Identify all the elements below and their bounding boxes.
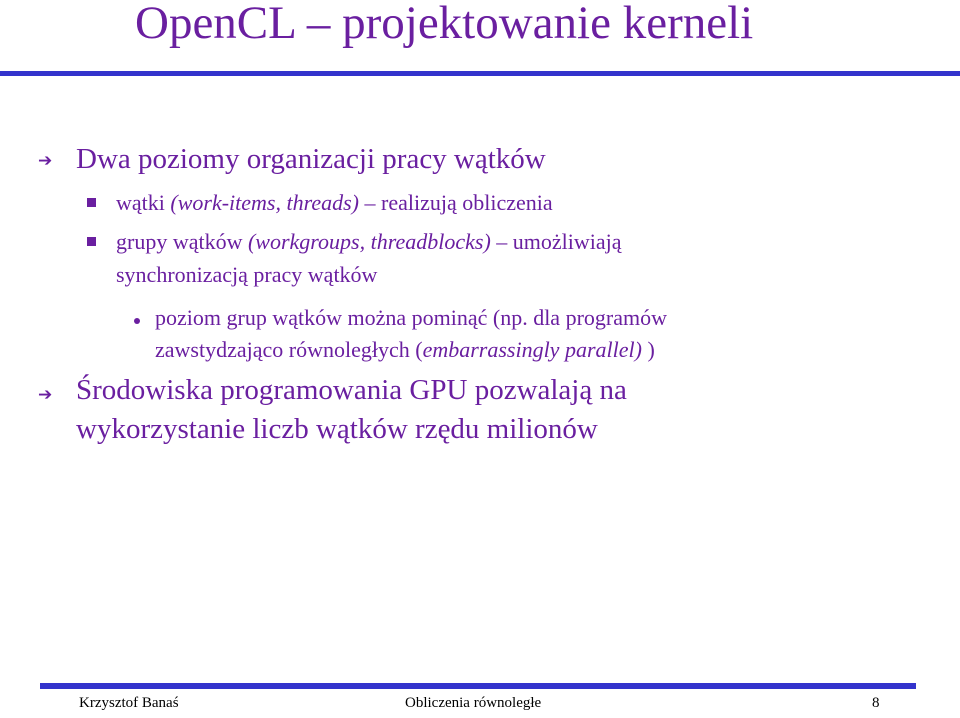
bullet-2-italic: (work-items, threads) bbox=[170, 190, 359, 215]
footer-course: Obliczenia równoległe bbox=[405, 695, 542, 711]
bullet-5: Środowiska programowania GPU pozwalają na bbox=[76, 374, 627, 406]
bullet-4-line2 bbox=[155, 337, 655, 363]
square-bullet-icon bbox=[87, 237, 96, 246]
bullet-2-text-b: – realizują obliczenia bbox=[359, 190, 553, 215]
footer-divider bbox=[40, 683, 916, 689]
bullet-2 bbox=[116, 190, 553, 216]
arrow-bullet-icon: ➔ bbox=[38, 151, 53, 171]
bullet-3-line2: synchronizacją pracy wątków bbox=[116, 262, 378, 287]
bullet-1 bbox=[76, 143, 546, 176]
arrow-bullet-icon: ➔ bbox=[38, 385, 53, 405]
bullet-4-line2-b: ) bbox=[641, 337, 655, 362]
dot-bullet-icon bbox=[134, 318, 140, 324]
bullet-1-text: Dwa poziomy organizacji pracy wątków bbox=[76, 143, 546, 175]
bullet-3-text-b: – umożliwiają bbox=[490, 229, 622, 254]
square-bullet-icon bbox=[87, 198, 96, 207]
bullet-4-line2-a: zawstydzająco równoległych ( bbox=[155, 337, 423, 362]
bullet-5-line2: wykorzystanie liczb wątków rzędu milionów bbox=[76, 413, 598, 445]
footer-author: Krzysztof Banaś bbox=[79, 695, 179, 711]
bullet-2-text-a: wątki bbox=[116, 190, 171, 215]
title-divider-tail bbox=[912, 71, 960, 76]
bullet-4-line2-italic: embarrassingly parallel) bbox=[422, 337, 642, 362]
bullet-3-text-a: grupy wątków bbox=[116, 229, 248, 254]
title-divider bbox=[0, 71, 912, 76]
bullet-3 bbox=[116, 229, 622, 255]
page-number: 8 bbox=[872, 695, 880, 711]
bullet-3-italic: (workgroups, threadblocks) bbox=[247, 229, 491, 254]
bullet-4: poziom grup wątków można pominąć (np. dla programów bbox=[155, 305, 667, 330]
slide-title: OpenCL – projektowanie kerneli bbox=[135, 0, 754, 49]
